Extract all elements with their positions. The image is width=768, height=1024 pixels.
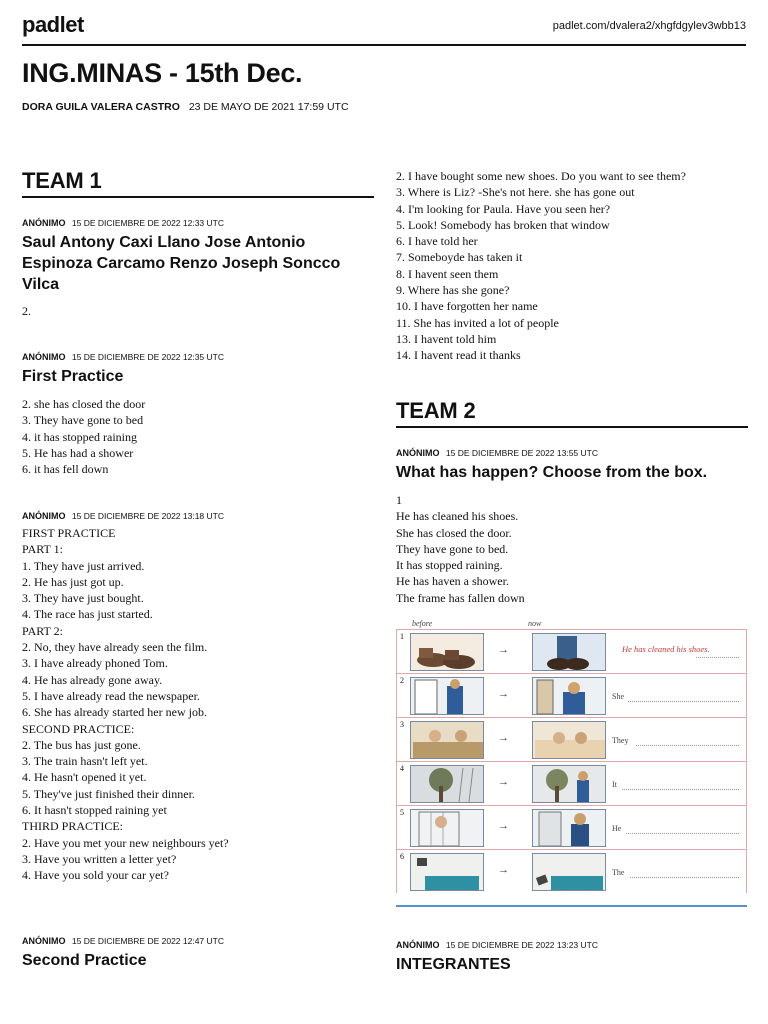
post-body-line: 4. The race has just started. [22, 607, 153, 622]
section-title-team-2: TEAM 2 [396, 398, 476, 423]
exercise-worksheet-image[interactable] [396, 617, 747, 907]
worksheet-row [396, 761, 747, 805]
post-title-line: Saul Antony Caxi Llano Jose Antonio [22, 234, 306, 251]
post-body-line: FIRST PRACTICE [22, 526, 116, 540]
post-title [22, 232, 362, 295]
post-meta [396, 940, 598, 950]
worksheet-answer-line [696, 657, 739, 658]
post-body-line: 2. I have bought some new shoes. Do you want to see them? [396, 169, 686, 183]
worksheet-row-number: 4 [400, 764, 404, 773]
post-body-line: 2. she has closed the door [22, 397, 146, 411]
shoes-illustration [411, 634, 484, 671]
post-date: 15 DE DICIEMBRE DE 2022 13:55 UTC [445, 448, 598, 458]
post-author: ANÓNIMO [396, 940, 440, 950]
post-date: 15 DE DICIEMBRE DE 2022 12:33 UTC [71, 218, 224, 228]
post-title: INTEGRANTES [396, 956, 511, 973]
section-divider [22, 196, 374, 198]
rainy-tree-illustration [411, 766, 484, 803]
post-author: ANÓNIMO [22, 936, 66, 946]
arrow-icon: → [498, 732, 509, 744]
post-body-line: 2. He has just got up. [22, 574, 124, 589]
arrow-icon: → [498, 864, 509, 876]
post-body-line: 2. [22, 304, 31, 318]
worksheet-header-now: now [528, 619, 542, 628]
worksheet-answer-line [628, 701, 739, 702]
post-body-line: 6. I have told her [396, 234, 478, 249]
post-body-line: 5. They've just finished their dinner. [22, 786, 195, 801]
section-divider [396, 426, 748, 428]
post-body-line: PART 2: [22, 623, 63, 638]
post-body-line: 7. Someboyde has taken it [396, 250, 523, 265]
post-body-line: 4. He has already gone away. [22, 672, 163, 687]
post-body-line: 13. I havent told him [396, 331, 497, 346]
post-title: What has happen? Choose from the box. [396, 464, 708, 481]
post-body [22, 303, 374, 319]
frame-fallen-picture [532, 853, 606, 891]
post-body-line: They have gone to bed. [396, 541, 509, 556]
worksheet-row [396, 805, 747, 849]
arrow-icon: → [498, 776, 509, 788]
post-body-line: 2. The bus has just gone. [22, 737, 141, 752]
worksheet-answer: It [612, 780, 617, 789]
couple-bed-picture [532, 721, 606, 759]
padlet-url[interactable]: padlet.com/dvalera2/xhgfdgylev3wbb13 [552, 20, 746, 32]
post-body-line: 1 [396, 493, 402, 507]
post-body-line: 4. Have you sold your car yet? [22, 868, 169, 883]
worksheet-answer-line [636, 745, 739, 746]
post-body-line: She has closed the door. [396, 525, 512, 540]
worksheet-row-number: 3 [400, 720, 404, 729]
no-rain-picture [532, 765, 606, 803]
post-body [22, 525, 374, 884]
arrow-icon: → [498, 688, 509, 700]
post-body-line: 8. I havent seen them [396, 266, 499, 281]
worksheet-answer: He [612, 824, 622, 833]
worksheet-answer-line [626, 833, 739, 834]
worksheet-answer-line [622, 789, 739, 790]
shoes-dirty-picture [410, 633, 484, 671]
man-shower-picture [410, 809, 484, 847]
worksheet-row [396, 849, 747, 893]
tree-man-illustration [533, 766, 606, 803]
post-body-line: 11. She has invited a lot of people [396, 315, 559, 330]
post-body-line: It has stopped raining. [396, 558, 503, 573]
worksheet-row-number: 5 [400, 808, 404, 817]
post-date: 15 DE DICIEMBRE DE 2022 12:47 UTC [71, 936, 224, 946]
worksheet-answer: He has cleaned his shoes. [622, 644, 710, 654]
byline-author: DORA GUILA VALERA CASTRO [22, 101, 180, 113]
shower-illustration [411, 810, 484, 847]
post-meta [22, 511, 224, 521]
worksheet-answer: They [612, 736, 629, 745]
arrow-icon: → [498, 644, 509, 656]
worksheet-row-number: 6 [400, 852, 404, 861]
couple-sitting-picture [410, 721, 484, 759]
arrow-icon: → [498, 820, 509, 832]
post-body-line: He has cleaned his shoes. [396, 509, 519, 524]
post-date: 15 DE DICIEMBRE DE 2022 13:23 UTC [445, 940, 598, 950]
couple-bed-illustration [533, 722, 606, 759]
post-body-line: 6. She has already started her new job. [22, 705, 207, 720]
post-meta [22, 936, 224, 946]
post-body-line: 10. I have forgotten her name [396, 299, 538, 314]
post-body-line: 3. I have already phoned Tom. [22, 656, 168, 671]
worksheet-row-number: 1 [400, 632, 404, 641]
worksheet-answer: The [612, 868, 625, 877]
post-body-line: 3. Have you written a letter yet? [22, 851, 177, 866]
post-body-line: He has haven a shower. [396, 574, 509, 589]
worksheet-header-before: before [412, 619, 433, 628]
frame-on-wall-picture [410, 853, 484, 891]
post-body-line: 6. It hasn't stopped raining yet [22, 803, 167, 818]
post-body-continued [396, 168, 748, 364]
worksheet-answer-line [630, 877, 739, 878]
post-body-line: 1. They have just arrived. [22, 558, 145, 573]
post-body-line: PART 1: [22, 542, 63, 557]
post-body-line: 3. They have just bought. [22, 591, 144, 606]
post-body-line: 4. He hasn't opened it yet. [22, 770, 147, 785]
post-body-line: 9. Where has she gone? [396, 283, 510, 298]
man-dressed-picture [532, 809, 606, 847]
worksheet-row [396, 673, 747, 717]
rain-picture [410, 765, 484, 803]
post-body-line: 3. The train hasn't left yet. [22, 754, 148, 769]
post-body-line: 2. Have you met your new neighbours yet? [22, 835, 229, 850]
post-author: ANÓNIMO [22, 218, 66, 228]
post-author: ANÓNIMO [22, 352, 66, 362]
worksheet-row [396, 717, 747, 761]
post-body-line: THIRD PRACTICE: [22, 819, 124, 834]
post-meta [396, 448, 598, 458]
sofa-fallen-frame-illustration [533, 854, 606, 891]
woman-door-illustration [411, 678, 484, 715]
post-body-line: 5. He has had a shower [22, 445, 134, 460]
post-meta [22, 352, 224, 362]
byline-date: 23 DE MAYO DE 2021 17:59 UTC [188, 101, 349, 113]
worksheet-row [396, 629, 747, 673]
door-closed-picture [532, 677, 606, 715]
post-body-line: 5. I have already read the newspaper. [22, 688, 200, 703]
post-body-line: 3. Where is Liz? -She's not here. she has gone out [396, 185, 635, 200]
post-body [22, 396, 374, 477]
worksheet-row-number: 2 [400, 676, 404, 685]
post-body-line: 5. Look! Somebody has broken that window [396, 217, 610, 232]
post-title: Second Practice [22, 952, 147, 969]
post-title: First Practice [22, 368, 124, 385]
post-body-line: 3. They have gone to bed [22, 413, 144, 428]
post-body [396, 492, 748, 606]
post-body-line: 14. I havent read it thanks [396, 348, 521, 363]
door-open-picture [410, 677, 484, 715]
byline [22, 101, 349, 113]
worksheet-answer: She [612, 692, 624, 701]
post-author: ANÓNIMO [22, 511, 66, 521]
post-title-line: Vilca [22, 276, 60, 293]
padlet-logo[interactable]: padlet [22, 12, 84, 37]
post-body-line: The frame has fallen down [396, 590, 525, 605]
header-divider [22, 44, 746, 46]
section-title-team-1: TEAM 1 [22, 168, 102, 193]
couple-sofa-illustration [411, 722, 484, 759]
post-body-line: 6. it has fell down [22, 462, 109, 477]
woman-closed-door-illustration [533, 678, 606, 715]
shoes-shiny-illustration [533, 634, 606, 671]
shoes-clean-picture [532, 633, 606, 671]
man-after-shower-illustration [533, 810, 606, 847]
post-date: 15 DE DICIEMBRE DE 2022 13:18 UTC [71, 511, 224, 521]
sofa-frame-illustration [411, 854, 484, 891]
post-meta [22, 218, 224, 228]
post-author: ANÓNIMO [396, 448, 440, 458]
post-date: 15 DE DICIEMBRE DE 2022 12:35 UTC [71, 352, 224, 362]
page-title: ING.MINAS - 15th Dec. [22, 58, 303, 88]
post-body-line: 2. No, they have already seen the film. [22, 640, 208, 655]
post-title-line: Espinoza Carcamo Renzo Joseph Soncco [22, 255, 341, 272]
post-body-line: SECOND PRACTICE: [22, 721, 135, 736]
post-body-line: 4. I'm looking for Paula. Have you seen her? [396, 201, 611, 216]
post-body-line: 4. it has stopped raining [22, 429, 137, 444]
